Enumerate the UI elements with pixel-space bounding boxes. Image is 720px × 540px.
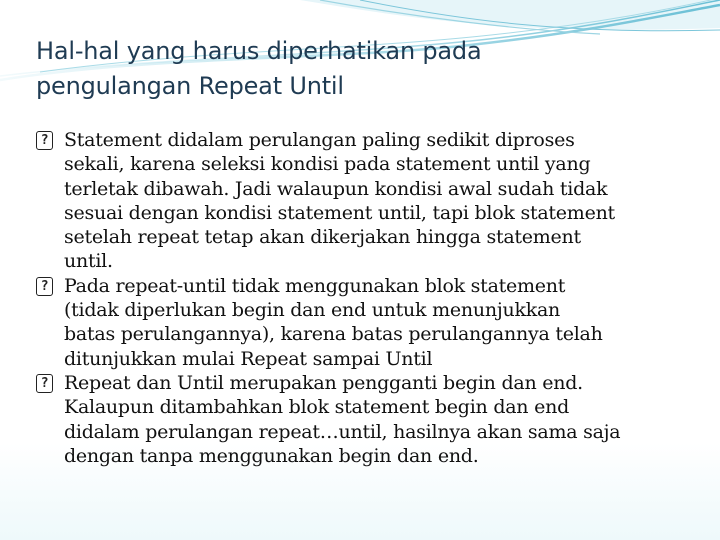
missing-glyph-bullet-icon: ? <box>36 131 53 150</box>
title-line-2: pengulangan Repeat Until <box>36 72 344 100</box>
paragraph-3 <box>36 371 696 468</box>
paragraph-1 <box>36 128 696 274</box>
slide-title <box>36 34 676 104</box>
paragraph-2 <box>36 274 696 371</box>
paragraph-line: sekali, karena seleksi kondisi pada statement until yang <box>64 153 591 176</box>
paragraph-line: Repeat dan Until merupakan pengganti begin dan end. <box>64 371 583 394</box>
paragraph-line: sesuai dengan kondisi statement until, tapi blok statement <box>64 201 615 224</box>
paragraph-line: setelah repeat tetap akan dikerjakan hingga statement <box>64 226 581 249</box>
paragraph-line: didalam perulangan repeat…until, hasilnya akan sama saja <box>64 420 621 443</box>
slide-body <box>36 128 696 468</box>
paragraph-line: dengan tanpa menggunakan begin dan end. <box>64 444 479 467</box>
paragraph-line: ditunjukkan mulai Repeat sampai Until <box>64 347 433 370</box>
paragraph-line: batas perulangannya), karena batas perulangannya telah <box>64 323 603 346</box>
paragraph-line: terletak dibawah. Jadi walaupun kondisi awal sudah tidak <box>64 177 608 200</box>
paragraph-line: (tidak diperlukan begin dan end untuk menunjukkan <box>64 299 561 322</box>
missing-glyph-bullet-icon: ? <box>36 374 53 393</box>
paragraph-line: Kalaupun ditambahkan blok statement begin dan end <box>64 396 569 419</box>
paragraph-line: until. <box>64 250 113 273</box>
paragraph-line: Pada repeat-until tidak menggunakan blok statement <box>64 274 566 297</box>
missing-glyph-bullet-icon: ? <box>36 277 53 296</box>
title-line-1: Hal-hal yang harus diperhatikan pada <box>36 37 482 65</box>
paragraph-line: Statement didalam perulangan paling sedikit diproses <box>64 129 575 151</box>
